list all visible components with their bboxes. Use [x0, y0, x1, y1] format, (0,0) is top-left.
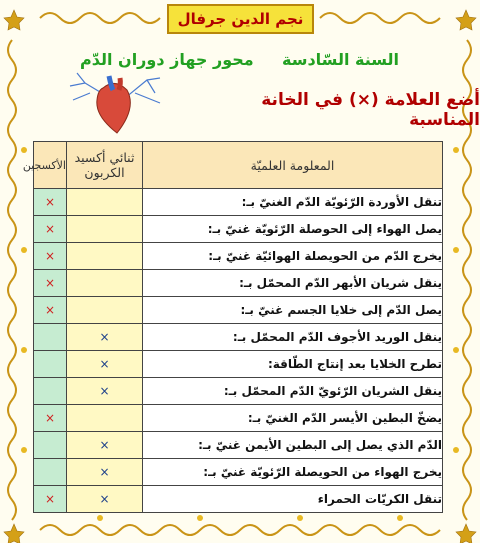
co2-mark-cell[interactable] [67, 216, 143, 243]
co2-mark-cell[interactable]: × [67, 324, 143, 351]
row-info: يصل الهواء إلى الحوصلة الرّئويّة غنيّ بـ: [143, 216, 443, 243]
co2-mark-cell[interactable] [67, 270, 143, 297]
topic-label: محور جهاز دوران الدّم [80, 50, 254, 69]
o2-mark-cell[interactable] [34, 378, 67, 405]
o2-mark-cell[interactable] [34, 324, 67, 351]
o2-mark-cell[interactable]: × [34, 405, 67, 432]
header-co2: ثنائي أكسيد الكربون [67, 142, 143, 189]
row-info: ينقل شريان الأبهر الدّم المحمّل بـ: [143, 270, 443, 297]
table-header-row [34, 142, 443, 189]
table-row [34, 189, 443, 216]
table-row [34, 405, 443, 432]
instruction-text: أضع العلامة (×) في الخانة المناسبة [261, 90, 480, 130]
o2-mark-cell[interactable]: × [34, 189, 67, 216]
heart-icon [65, 68, 165, 138]
row-info: ينقل الوريد الأجوف الدّم المحمّل بـ: [143, 324, 443, 351]
row-info: تطرح الخلايا بعد إنتاج الطّاقة: [143, 351, 443, 378]
table-row [34, 270, 443, 297]
o2-mark-cell[interactable] [34, 432, 67, 459]
co2-mark-cell[interactable]: × [67, 486, 143, 513]
co2-mark-cell[interactable]: × [67, 459, 143, 486]
table-row [34, 216, 443, 243]
o2-mark-cell[interactable]: × [34, 270, 67, 297]
table-row [34, 432, 443, 459]
o2-mark-cell[interactable]: × [34, 486, 67, 513]
row-info: يخرج الهواء من الحويصلة الرّئويّة غنيّ بـ: [143, 459, 443, 486]
row-info: ينقل الشريان الرّئويّ الدّم المحمّل بـ: [143, 378, 443, 405]
header-info: المعلومة العلميّة [143, 142, 443, 189]
co2-mark-cell[interactable] [67, 405, 143, 432]
row-info: يصل الدّم إلى خلايا الجسم غنيّ بـ: [143, 297, 443, 324]
co2-mark-cell[interactable]: × [67, 432, 143, 459]
table-row [34, 459, 443, 486]
co2-mark-cell[interactable] [67, 297, 143, 324]
row-info: يخرج الدّم من الحويصلة الهوائيّة غنيّ بـ: [143, 243, 443, 270]
header-o2: الأكسجين [34, 142, 67, 189]
row-info: الدّم الذي يصل إلى البطين الأيمن غنيّ بـ: [143, 432, 443, 459]
answer-table [22, 141, 443, 513]
co2-mark-cell[interactable]: × [67, 351, 143, 378]
table-row [34, 297, 443, 324]
o2-mark-cell[interactable]: × [34, 243, 67, 270]
o2-mark-cell[interactable] [34, 351, 67, 378]
o2-mark-cell[interactable]: × [34, 297, 67, 324]
co2-mark-cell[interactable] [67, 189, 143, 216]
table-row [34, 486, 443, 513]
table-row [34, 351, 443, 378]
co2-mark-cell[interactable]: × [67, 378, 143, 405]
row-info: يضخّ البطين الأيسر الدّم الغنيّ بـ: [143, 405, 443, 432]
table-row [34, 378, 443, 405]
author-name: نجم الدين جرفال [167, 4, 314, 34]
o2-mark-cell[interactable]: × [34, 216, 67, 243]
table-row [34, 243, 443, 270]
co2-mark-cell[interactable] [67, 243, 143, 270]
table-row [34, 324, 443, 351]
row-info: تنقل الأوردة الرّئويّة الدّم الغنيّ بـ: [143, 189, 443, 216]
o2-mark-cell[interactable] [34, 459, 67, 486]
grade-label: السنة السّادسة [282, 50, 400, 69]
row-info: تنقل الكريّات الحمراء [143, 486, 443, 513]
